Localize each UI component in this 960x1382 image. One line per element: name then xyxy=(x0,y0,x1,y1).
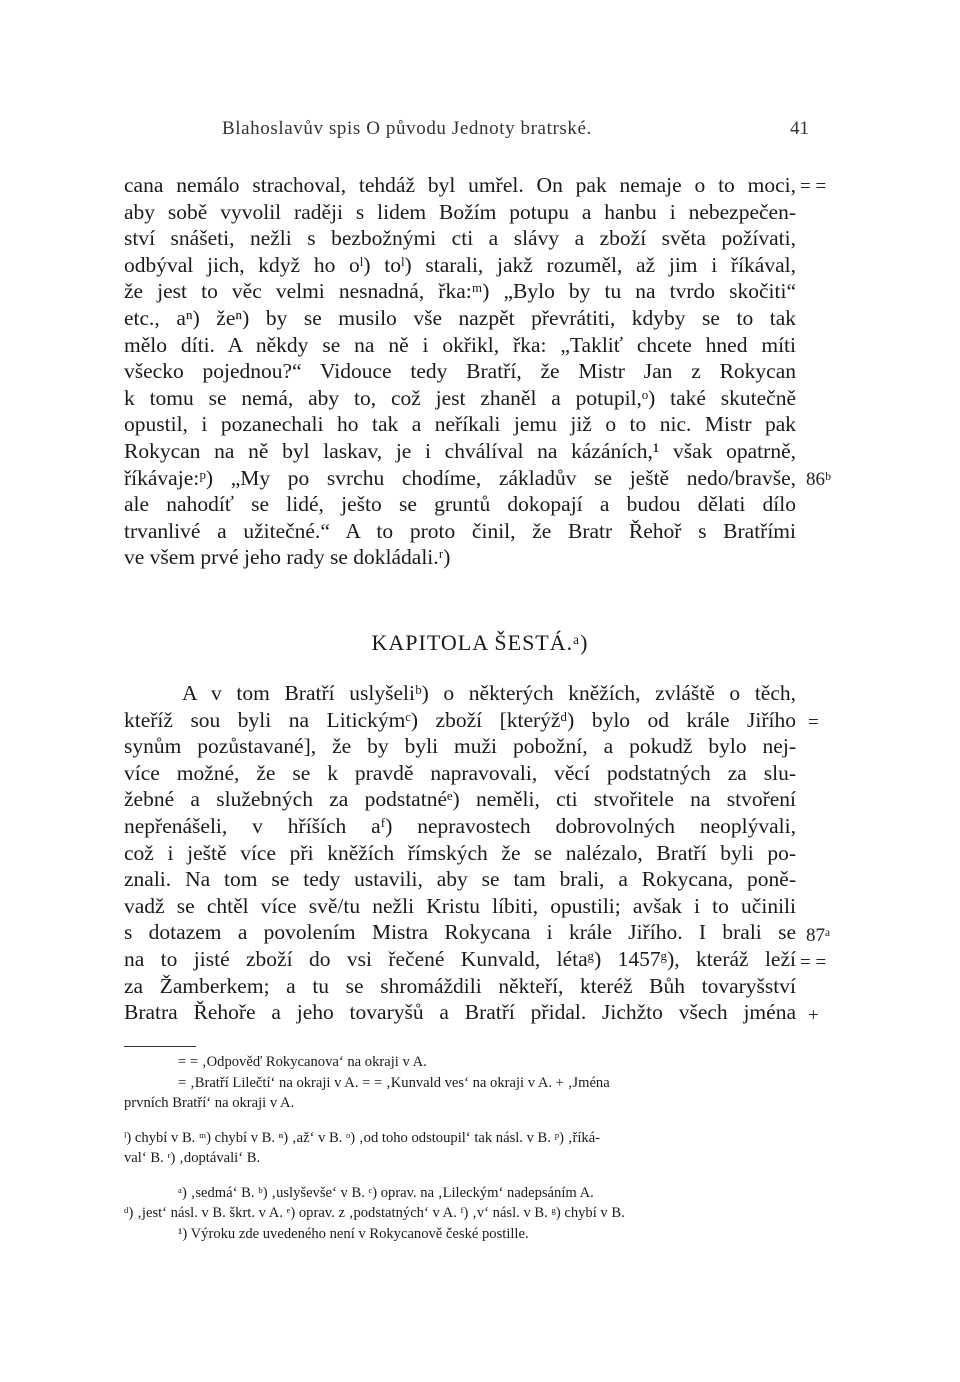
paragraph-1 xyxy=(124,172,796,571)
text-line: A v tom Bratří uslyšeliᵇ) o některých kněžích, zvláště o těch, xyxy=(182,681,796,705)
text-line: na to jisté zboží do vsi řečené Kunvald, létaᵍ) 1457ᵍ), kteráž leží xyxy=(124,946,796,971)
text-line: což i ještě více při kněžích římských že se nalézalo, Bratří byli po- xyxy=(124,840,796,865)
text-line: Bratra Řehoře a jeho tovaryšů a Bratří přidal. Jichžto všech jména xyxy=(124,1000,796,1025)
footnote-line: ¹) Výroku zde uvedeného není v Rokycanově české postille. xyxy=(178,1225,529,1242)
text-line: ale nahodíť se lidé, ješto se gruntů dokopají a budou dělati dílo xyxy=(124,492,796,517)
text-line: že jest to věc velmi nesnadná, řka:ᵐ) „Bylo by tu na tvrdo skočiti“ xyxy=(124,279,796,304)
footnote-line: val‘ B. ʳ) ‚doptávali‘ B. xyxy=(124,1150,261,1166)
text-line: k tomu se nemá, aby to, což jest zhaněl a potupil,ᵒ) také skutečně xyxy=(124,385,796,410)
text-line: s dotazem a povolením Mistra Rokycana i krále Jiřího. I brali se xyxy=(124,920,796,945)
text-line: říkávaje:ᵖ) „My po svrchu chodíme, základův se ještě nedo/bravše, xyxy=(124,465,796,490)
text-line: trvanlivé a užitečné.“ A to proto činil, že Bratr Řehoř s Bratřími xyxy=(124,518,796,543)
text-line: nepřenášeli, v hříších aᶠ) nepravostech dobrovolných neoplývali, xyxy=(124,813,796,838)
text-line: ve všem prvé jeho rady se dokládali.ʳ) xyxy=(124,545,451,570)
page-number: 41 xyxy=(790,118,809,139)
margin-note: 87ᵃ xyxy=(806,925,831,946)
text-line: znali. Na tom se tedy ustavili, aby se tam brali, a Rokycana, poně- xyxy=(124,867,796,892)
paragraph-2 xyxy=(124,680,796,1026)
text-line: ství snášeti, nežli s bezbožnými cti a slávy a zboží světa požívati, xyxy=(124,226,796,251)
text-line: aby sobě vyvolil raději s lidem Božím potupu a hanbu i nebezpečen- xyxy=(124,199,796,224)
text-line: odbýval jich, když ho oˡ) toˡ) starali, jakž rozuměl, až jim i říkával, xyxy=(124,252,796,277)
footnote-line: ˡ) chybí v B. ᵐ) chybí v B. ⁿ) ‚až‘ v B. ᵒ) ‚od toho odstoupil‘ tak násl. v B. ᵖ) ‚říká- xyxy=(124,1129,601,1146)
margin-mark: = xyxy=(808,712,819,733)
running-title: Blahoslavův spis O původu Jednoty bratrské. xyxy=(222,118,592,139)
text-line: kteříž sou byli na Litickýmᶜ) zboží [kterýžᵈ) bylo od krále Jiřího xyxy=(124,707,796,732)
text-line: mělo díti. A někdy se na ně i okřikl, řka: „Takliť chcete hned míti xyxy=(124,332,796,357)
footnote-line: ᵈ) ‚jest‘ násl. v B. škrt. v A. ᵉ) oprav. z ‚podstatných‘ v A. ᶠ) ‚v‘ násl. v B. ᵍ) chybí v B. xyxy=(124,1205,625,1221)
running-header xyxy=(0,118,960,148)
footnote-line: = = ‚Odpověď Rokycanova‘ na okraji v A. xyxy=(178,1054,427,1070)
margin-mark: = = xyxy=(800,952,827,973)
text-line: za Žamberkem; a tu se shromáždili někteří, kteréž Bůh tovaryšství xyxy=(124,973,796,998)
text-line: více možné, že se k pravdě napravovali, věcí podstatných za slu- xyxy=(124,760,796,785)
margin-note: 86ᵇ xyxy=(806,469,831,490)
footnote-line: prvních Bratří‘ na okraji v A. xyxy=(124,1095,295,1111)
text-line: opustil, i pozanechali ho tak a neříkali jemu již o to nic. Mistr pak xyxy=(124,412,796,437)
margin-mark: = = xyxy=(800,176,827,197)
footnotes xyxy=(124,1052,784,1244)
chapter-title: KAPITOLA ŠESTÁ.ᵃ) xyxy=(371,630,589,655)
footnote-line: ᵃ) ‚sedmá‘ B. ᵇ) ‚uslyševše‘ v B. ᶜ) oprav. na ‚Lileckým‘ nadepsáním A. xyxy=(178,1184,594,1201)
margin-mark: + xyxy=(808,1005,819,1026)
text-line: vadž se chtěl více svě/tu nežli Kristu líbiti, opustili; avšak i to učinili xyxy=(124,893,796,918)
text-line: žebné a služebných za podstatnéᵉ) neměli, cti stvořitele na stvoření xyxy=(124,787,796,812)
text-line: synům pozůstavané], že by byli muži pobožní, a pokudž bylo nej- xyxy=(124,734,796,759)
text-line: etc., aⁿ) žeⁿ) by se musilo vše nazpět převrátiti, kdyby se to tak xyxy=(124,305,796,330)
text-line: všecko pojednou?“ Vidouce tedy Bratří, že Mistr Jan z Rokycan xyxy=(124,359,796,384)
text-line: Rokycan na ně byl laskav, je i chválíval na kázáních,¹ však opatrně, xyxy=(124,438,796,463)
footnote-line: = ‚Bratří Lilečtí‘ na okraji v A. = = ‚Kunvald ves‘ na okraji v A. + ‚Jména xyxy=(178,1074,610,1091)
footnote-divider xyxy=(124,1046,196,1047)
text-line: cana nemálo strachoval, tehdáž byl umřel. On pak nemaje o to moci, xyxy=(124,173,796,197)
